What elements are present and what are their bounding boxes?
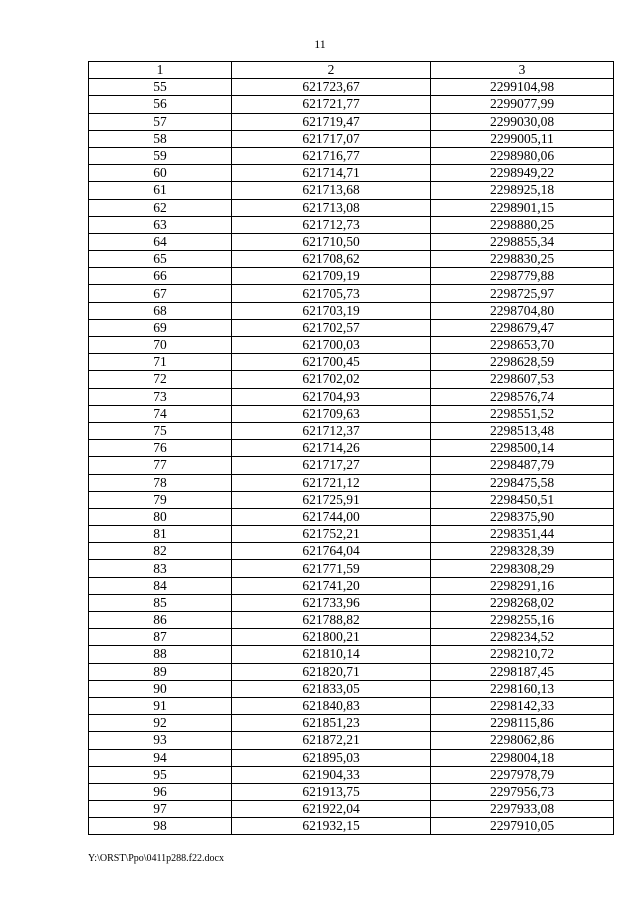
- column-header-2: 2: [232, 62, 431, 79]
- y-coordinate-cell: 2298901,15: [431, 199, 614, 216]
- table-row: [89, 79, 614, 96]
- x-coordinate-cell: 621771,59: [232, 560, 431, 577]
- x-coordinate-cell: 621714,26: [232, 440, 431, 457]
- point-number-cell: 55: [89, 79, 232, 96]
- point-number-cell: 76: [89, 440, 232, 457]
- table-row: [89, 371, 614, 388]
- coordinates-table: [88, 61, 614, 835]
- point-number-cell: 96: [89, 783, 232, 800]
- point-number-cell: 67: [89, 285, 232, 302]
- point-number-cell: 98: [89, 818, 232, 835]
- y-coordinate-cell: 2298291,16: [431, 577, 614, 594]
- point-number-cell: 87: [89, 629, 232, 646]
- table-row: [89, 440, 614, 457]
- table-row: [89, 526, 614, 543]
- table-row: [89, 749, 614, 766]
- point-number-cell: 81: [89, 526, 232, 543]
- file-path: Y:\ORST\Ppo\0411p288.f22.docx: [88, 853, 224, 864]
- point-number-cell: 82: [89, 543, 232, 560]
- y-coordinate-cell: 2299005,11: [431, 130, 614, 147]
- y-coordinate-cell: 2298576,74: [431, 388, 614, 405]
- table-row: [89, 130, 614, 147]
- table-row: [89, 165, 614, 182]
- point-number-cell: 88: [89, 646, 232, 663]
- x-coordinate-cell: 621717,27: [232, 457, 431, 474]
- x-coordinate-cell: 621741,20: [232, 577, 431, 594]
- x-coordinate-cell: 621895,03: [232, 749, 431, 766]
- y-coordinate-cell: 2298513,48: [431, 422, 614, 439]
- y-coordinate-cell: 2298450,51: [431, 491, 614, 508]
- point-number-cell: 77: [89, 457, 232, 474]
- table-row: [89, 766, 614, 783]
- table-row: [89, 113, 614, 130]
- x-coordinate-cell: 621712,73: [232, 216, 431, 233]
- point-number-cell: 73: [89, 388, 232, 405]
- point-number-cell: 90: [89, 680, 232, 697]
- x-coordinate-cell: 621717,07: [232, 130, 431, 147]
- y-coordinate-cell: 2297933,08: [431, 801, 614, 818]
- table-row: [89, 354, 614, 371]
- table-header-row: [89, 62, 614, 79]
- point-number-cell: 60: [89, 165, 232, 182]
- y-coordinate-cell: 2298255,16: [431, 612, 614, 629]
- table-row: [89, 388, 614, 405]
- table-row: [89, 663, 614, 680]
- y-coordinate-cell: 2297978,79: [431, 766, 614, 783]
- x-coordinate-cell: 621700,45: [232, 354, 431, 371]
- point-number-cell: 56: [89, 96, 232, 113]
- y-coordinate-cell: 2298500,14: [431, 440, 614, 457]
- y-coordinate-cell: 2298351,44: [431, 526, 614, 543]
- point-number-cell: 64: [89, 233, 232, 250]
- table-row: [89, 319, 614, 336]
- x-coordinate-cell: 621705,73: [232, 285, 431, 302]
- point-number-cell: 63: [89, 216, 232, 233]
- y-coordinate-cell: 2298980,06: [431, 147, 614, 164]
- table-body: [89, 79, 614, 835]
- x-coordinate-cell: 621713,68: [232, 182, 431, 199]
- x-coordinate-cell: 621710,50: [232, 233, 431, 250]
- point-number-cell: 70: [89, 337, 232, 354]
- y-coordinate-cell: 2298949,22: [431, 165, 614, 182]
- table-row: [89, 612, 614, 629]
- point-number-cell: 83: [89, 560, 232, 577]
- table-row: [89, 629, 614, 646]
- table-row: [89, 199, 614, 216]
- y-coordinate-cell: 2299030,08: [431, 113, 614, 130]
- y-coordinate-cell: 2298142,33: [431, 697, 614, 714]
- y-coordinate-cell: 2298855,34: [431, 233, 614, 250]
- y-coordinate-cell: 2298779,88: [431, 268, 614, 285]
- x-coordinate-cell: 621719,47: [232, 113, 431, 130]
- table-row: [89, 577, 614, 594]
- x-coordinate-cell: 621744,00: [232, 508, 431, 525]
- y-coordinate-cell: 2297910,05: [431, 818, 614, 835]
- x-coordinate-cell: 621800,21: [232, 629, 431, 646]
- point-number-cell: 86: [89, 612, 232, 629]
- point-number-cell: 71: [89, 354, 232, 371]
- y-coordinate-cell: 2298062,86: [431, 732, 614, 749]
- table-row: [89, 783, 614, 800]
- x-coordinate-cell: 621833,05: [232, 680, 431, 697]
- table-row: [89, 474, 614, 491]
- point-number-cell: 94: [89, 749, 232, 766]
- x-coordinate-cell: 621840,83: [232, 697, 431, 714]
- table-row: [89, 233, 614, 250]
- point-number-cell: 92: [89, 715, 232, 732]
- table-row: [89, 715, 614, 732]
- point-number-cell: 85: [89, 594, 232, 611]
- y-coordinate-cell: 2298725,97: [431, 285, 614, 302]
- x-coordinate-cell: 621704,93: [232, 388, 431, 405]
- table-row: [89, 697, 614, 714]
- table-row: [89, 560, 614, 577]
- x-coordinate-cell: 621716,77: [232, 147, 431, 164]
- table-row: [89, 646, 614, 663]
- y-coordinate-cell: 2298628,59: [431, 354, 614, 371]
- x-coordinate-cell: 621700,03: [232, 337, 431, 354]
- y-coordinate-cell: 2298268,02: [431, 594, 614, 611]
- y-coordinate-cell: 2298234,52: [431, 629, 614, 646]
- x-coordinate-cell: 621703,19: [232, 302, 431, 319]
- table-row: [89, 182, 614, 199]
- x-coordinate-cell: 621709,63: [232, 405, 431, 422]
- table-row: [89, 801, 614, 818]
- x-coordinate-cell: 621913,75: [232, 783, 431, 800]
- point-number-cell: 58: [89, 130, 232, 147]
- table-row: [89, 285, 614, 302]
- x-coordinate-cell: 621702,02: [232, 371, 431, 388]
- x-coordinate-cell: 621713,08: [232, 199, 431, 216]
- table-row: [89, 251, 614, 268]
- point-number-cell: 91: [89, 697, 232, 714]
- table-row: [89, 457, 614, 474]
- x-coordinate-cell: 621725,91: [232, 491, 431, 508]
- y-coordinate-cell: 2298160,13: [431, 680, 614, 697]
- x-coordinate-cell: 621712,37: [232, 422, 431, 439]
- y-coordinate-cell: 2298653,70: [431, 337, 614, 354]
- point-number-cell: 80: [89, 508, 232, 525]
- point-number-cell: 62: [89, 199, 232, 216]
- x-coordinate-cell: 621708,62: [232, 251, 431, 268]
- y-coordinate-cell: 2298210,72: [431, 646, 614, 663]
- table-row: [89, 680, 614, 697]
- table-row: [89, 268, 614, 285]
- point-number-cell: 57: [89, 113, 232, 130]
- x-coordinate-cell: 621788,82: [232, 612, 431, 629]
- y-coordinate-cell: 2298551,52: [431, 405, 614, 422]
- x-coordinate-cell: 621922,04: [232, 801, 431, 818]
- x-coordinate-cell: 621810,14: [232, 646, 431, 663]
- table-row: [89, 337, 614, 354]
- y-coordinate-cell: 2298475,58: [431, 474, 614, 491]
- y-coordinate-cell: 2298704,80: [431, 302, 614, 319]
- y-coordinate-cell: 2298925,18: [431, 182, 614, 199]
- y-coordinate-cell: 2298679,47: [431, 319, 614, 336]
- y-coordinate-cell: 2298830,25: [431, 251, 614, 268]
- y-coordinate-cell: 2298375,90: [431, 508, 614, 525]
- table-row: [89, 96, 614, 113]
- point-number-cell: 59: [89, 147, 232, 164]
- y-coordinate-cell: 2299077,99: [431, 96, 614, 113]
- x-coordinate-cell: 621872,21: [232, 732, 431, 749]
- table-row: [89, 405, 614, 422]
- point-number-cell: 95: [89, 766, 232, 783]
- y-coordinate-cell: 2298004,18: [431, 749, 614, 766]
- table-row: [89, 818, 614, 835]
- y-coordinate-cell: 2299104,98: [431, 79, 614, 96]
- x-coordinate-cell: 621851,23: [232, 715, 431, 732]
- x-coordinate-cell: 621721,77: [232, 96, 431, 113]
- point-number-cell: 84: [89, 577, 232, 594]
- x-coordinate-cell: 621733,96: [232, 594, 431, 611]
- y-coordinate-cell: 2298607,53: [431, 371, 614, 388]
- point-number-cell: 66: [89, 268, 232, 285]
- x-coordinate-cell: 621714,71: [232, 165, 431, 182]
- table-row: [89, 594, 614, 611]
- x-coordinate-cell: 621764,04: [232, 543, 431, 560]
- table-row: [89, 732, 614, 749]
- y-coordinate-cell: 2297956,73: [431, 783, 614, 800]
- x-coordinate-cell: 621904,33: [232, 766, 431, 783]
- y-coordinate-cell: 2298308,29: [431, 560, 614, 577]
- point-number-cell: 89: [89, 663, 232, 680]
- point-number-cell: 65: [89, 251, 232, 268]
- x-coordinate-cell: 621721,12: [232, 474, 431, 491]
- table-row: [89, 422, 614, 439]
- column-header-3: 3: [431, 62, 614, 79]
- point-number-cell: 97: [89, 801, 232, 818]
- point-number-cell: 78: [89, 474, 232, 491]
- x-coordinate-cell: 621932,15: [232, 818, 431, 835]
- x-coordinate-cell: 621702,57: [232, 319, 431, 336]
- point-number-cell: 74: [89, 405, 232, 422]
- point-number-cell: 93: [89, 732, 232, 749]
- table-row: [89, 216, 614, 233]
- point-number-cell: 61: [89, 182, 232, 199]
- y-coordinate-cell: 2298115,86: [431, 715, 614, 732]
- point-number-cell: 75: [89, 422, 232, 439]
- table-row: [89, 147, 614, 164]
- y-coordinate-cell: 2298187,45: [431, 663, 614, 680]
- table-row: [89, 491, 614, 508]
- y-coordinate-cell: 2298880,25: [431, 216, 614, 233]
- point-number-cell: 79: [89, 491, 232, 508]
- x-coordinate-cell: 621820,71: [232, 663, 431, 680]
- y-coordinate-cell: 2298328,39: [431, 543, 614, 560]
- table-row: [89, 508, 614, 525]
- x-coordinate-cell: 621709,19: [232, 268, 431, 285]
- page-number: 11: [314, 37, 326, 51]
- table-row: [89, 543, 614, 560]
- table-row: [89, 302, 614, 319]
- x-coordinate-cell: 621723,67: [232, 79, 431, 96]
- y-coordinate-cell: 2298487,79: [431, 457, 614, 474]
- column-header-1: 1: [89, 62, 232, 79]
- point-number-cell: 69: [89, 319, 232, 336]
- x-coordinate-cell: 621752,21: [232, 526, 431, 543]
- point-number-cell: 68: [89, 302, 232, 319]
- point-number-cell: 72: [89, 371, 232, 388]
